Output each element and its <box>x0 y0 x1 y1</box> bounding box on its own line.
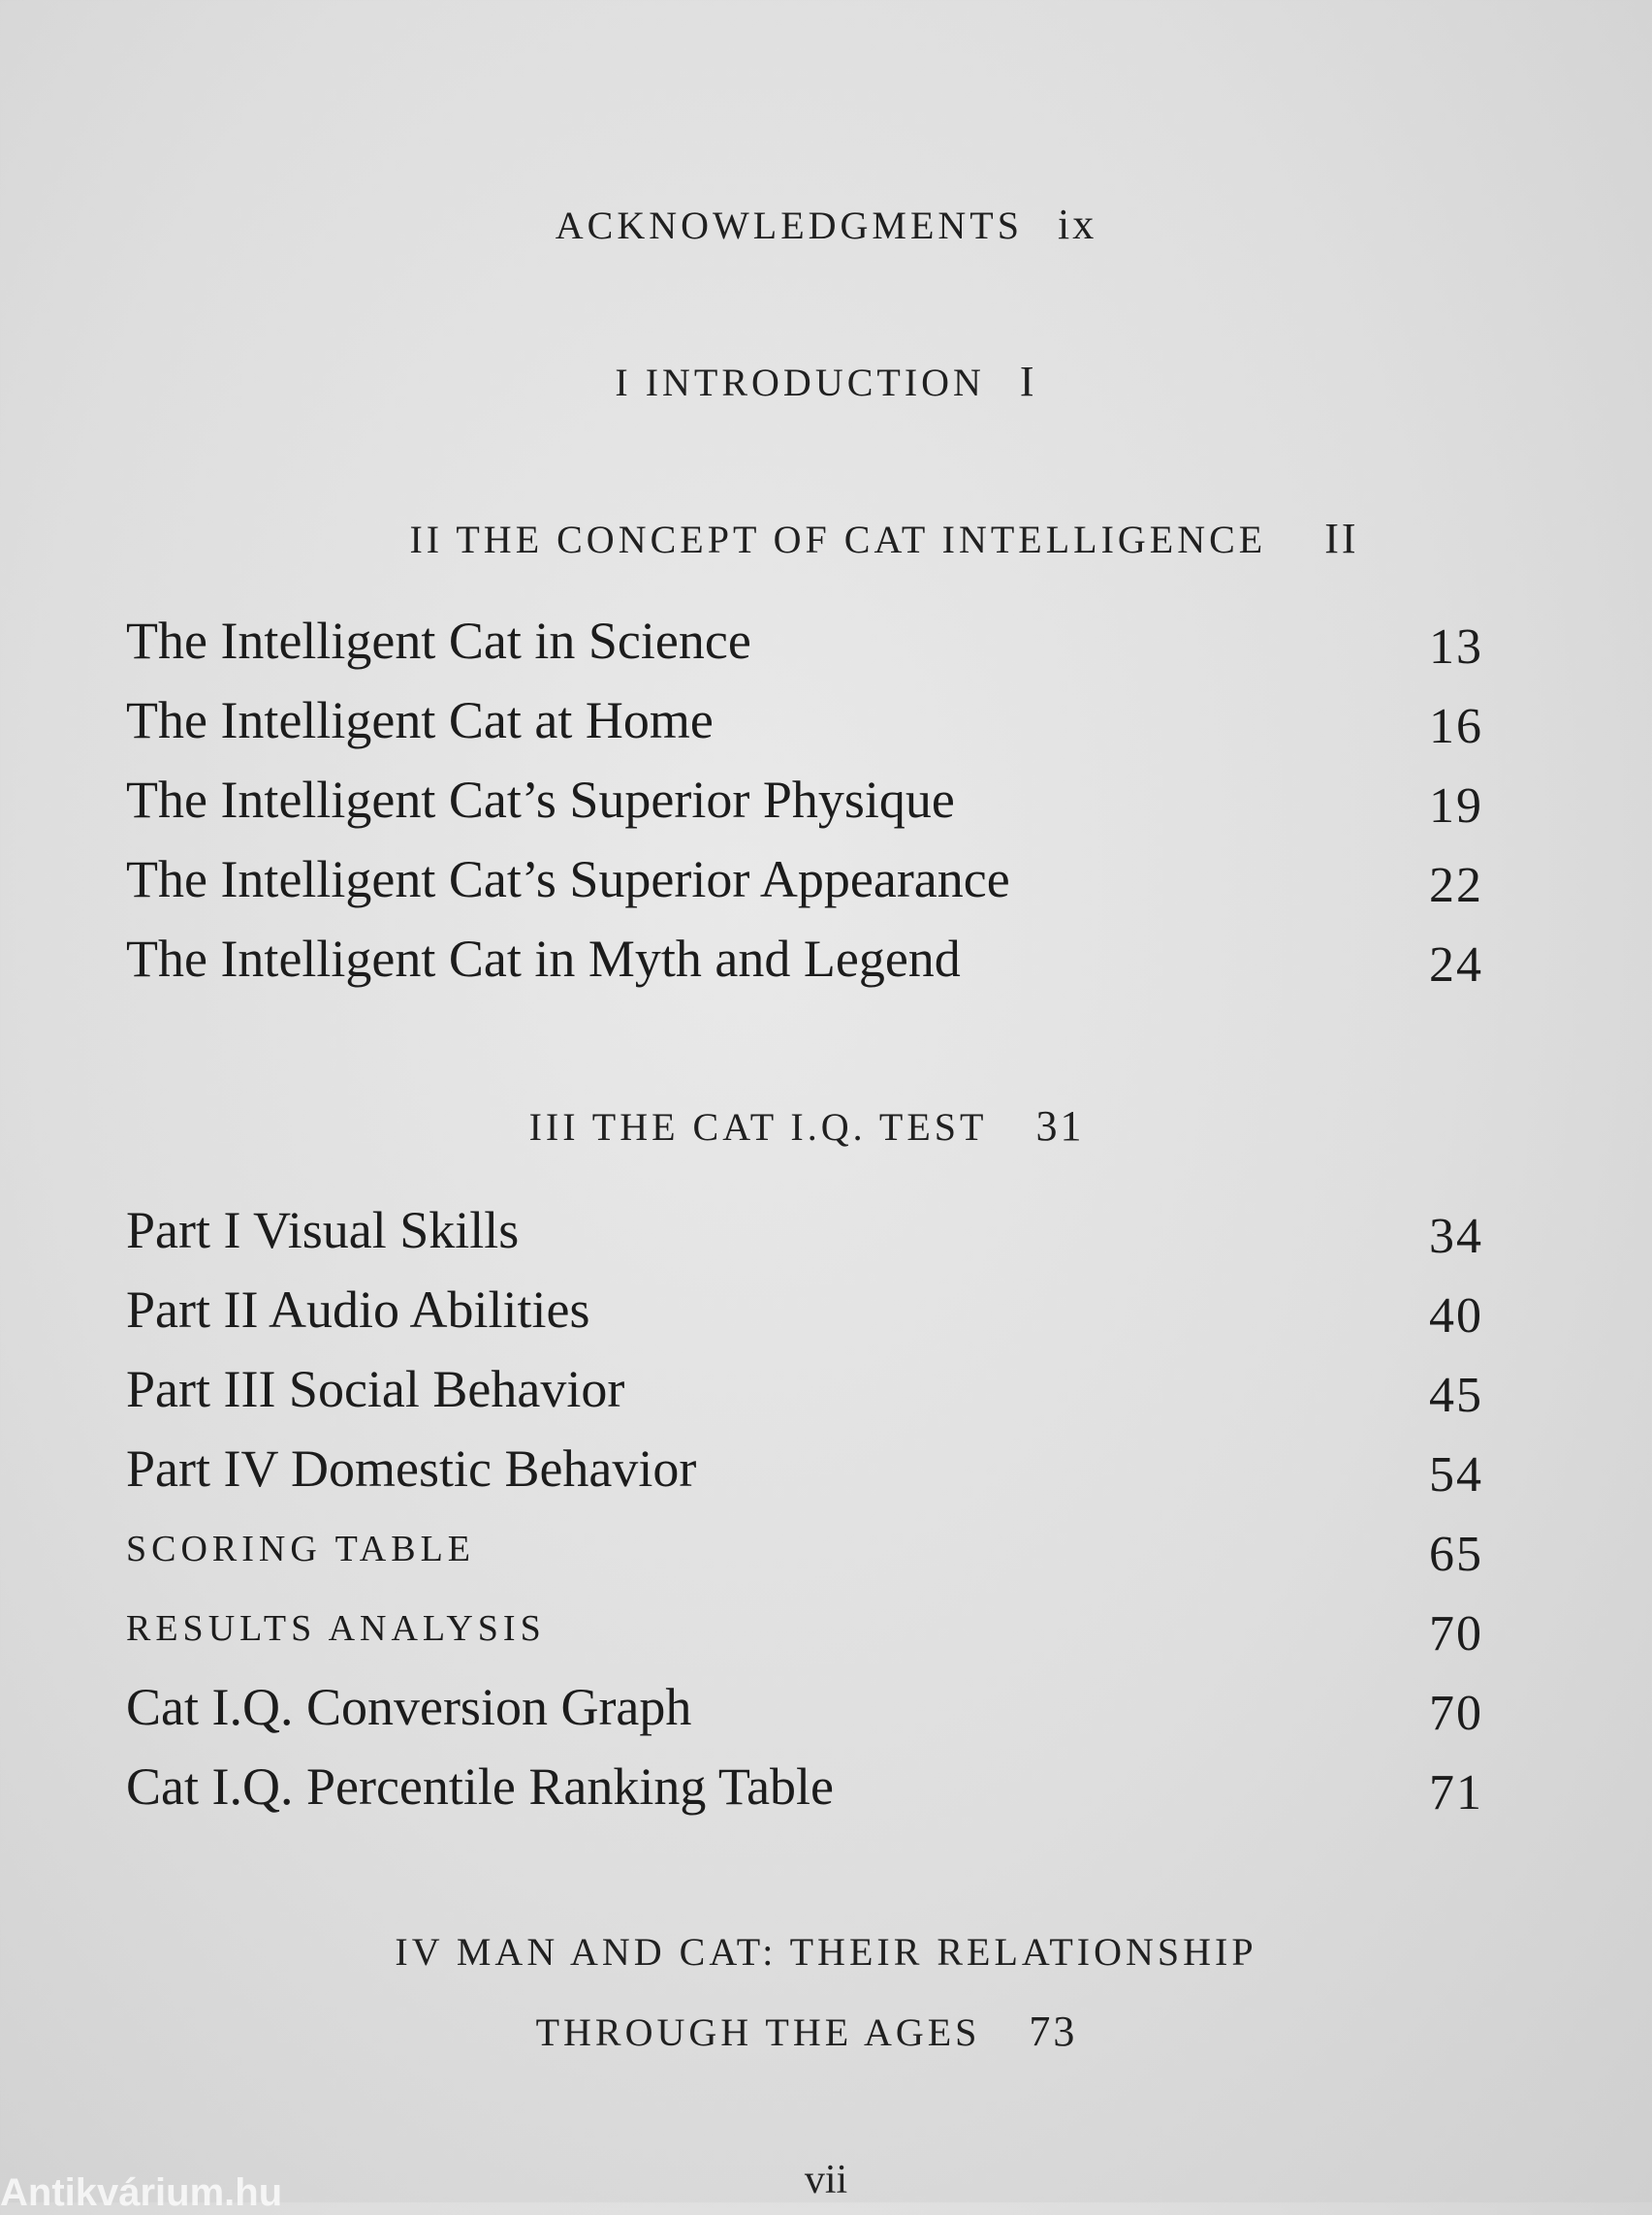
toc-entry[interactable] <box>126 690 1483 758</box>
toc-entry-title: Cat I.Q. Conversion Graph <box>126 1678 692 1736</box>
toc-entry[interactable] <box>126 1280 1483 1347</box>
introduction-page: I <box>1019 358 1037 405</box>
toc-entry-title: Cat I.Q. Percentile Ranking Table <box>126 1757 835 1816</box>
acknowledgments-page: ix <box>1057 201 1097 248</box>
relationship-title-line1: IV MAN AND CAT: THEIR RELATIONSHIP <box>395 1930 1257 1974</box>
toc-entry-page: 34 <box>1429 1209 1483 1264</box>
relationship-page: 73 <box>1029 2008 1078 2055</box>
toc-entry-page: 19 <box>1429 778 1483 834</box>
toc-entry-page: 45 <box>1429 1368 1483 1423</box>
toc-entry[interactable] <box>126 1439 1483 1506</box>
acknowledgments-heading <box>0 200 1652 249</box>
test-title: III THE CAT I.Q. TEST <box>528 1105 988 1149</box>
test-page: 31 <box>1035 1102 1085 1150</box>
toc-entry[interactable] <box>126 1756 1483 1824</box>
toc-entry-title: The Intelligent Cat in Myth and Legend <box>126 930 961 988</box>
relationship-heading-line1 <box>0 1929 1652 1975</box>
toc-entry-title: The Intelligent Cat’s Superior Physique <box>126 771 955 829</box>
toc-entry-page: 24 <box>1429 937 1483 993</box>
toc-entry[interactable] <box>126 611 1483 679</box>
toc-entry[interactable] <box>126 1359 1483 1427</box>
toc-entry-title: RESULTS ANALYSIS <box>126 1608 546 1649</box>
toc-entry[interactable] <box>126 849 1483 917</box>
page-folio: vii <box>804 2158 848 2202</box>
relationship-title-line2: THROUGH THE AGES <box>535 2010 981 2054</box>
concept-title: II THE CONCEPT OF CAT INTELLIGENCE <box>409 518 1267 561</box>
toc-entry[interactable] <box>126 929 1483 997</box>
toc-entry-page: 13 <box>1429 619 1483 675</box>
introduction-heading <box>0 357 1652 406</box>
toc-entry-page: 70 <box>1429 1606 1483 1661</box>
toc-entry[interactable] <box>126 1200 1483 1268</box>
toc-entry-page: 40 <box>1429 1288 1483 1344</box>
concept-heading <box>58 514 1652 563</box>
toc-entry-title: The Intelligent Cat in Science <box>126 612 751 670</box>
toc-entry-title: Part III Social Behavior <box>126 1360 625 1418</box>
toc-entry[interactable] <box>126 770 1483 838</box>
toc-entry-title: Part II Audio Abilities <box>126 1281 590 1339</box>
toc-entry-page: 16 <box>1429 699 1483 754</box>
toc-entry-title: SCORING TABLE <box>126 1529 476 1569</box>
toc-entry[interactable] <box>126 1598 1483 1665</box>
toc-entry-page: 71 <box>1429 1765 1483 1820</box>
toc-entry[interactable] <box>126 1677 1483 1745</box>
watermark-text: Antikvárium.hu <box>0 2171 283 2214</box>
toc-entry-page: 65 <box>1429 1527 1483 1582</box>
toc-entry[interactable] <box>126 1518 1483 1586</box>
test-heading <box>0 1101 1633 1151</box>
toc-entry-title: The Intelligent Cat’s Superior Appearance <box>126 850 1010 908</box>
acknowledgments-title: ACKNOWLEDGMENTS <box>555 204 1023 247</box>
relationship-heading-line2 <box>0 2007 1633 2056</box>
toc-entry-title: Part IV Domestic Behavior <box>126 1440 697 1498</box>
toc-entry-page: 22 <box>1429 858 1483 913</box>
concept-page: II <box>1324 515 1359 562</box>
toc-entry-page: 70 <box>1429 1686 1483 1741</box>
toc-entry-title: The Intelligent Cat at Home <box>126 691 714 749</box>
toc-entry-title: Part I Visual Skills <box>126 1201 520 1259</box>
toc-entry-page: 54 <box>1429 1447 1483 1503</box>
introduction-title: I INTRODUCTION <box>615 361 985 404</box>
